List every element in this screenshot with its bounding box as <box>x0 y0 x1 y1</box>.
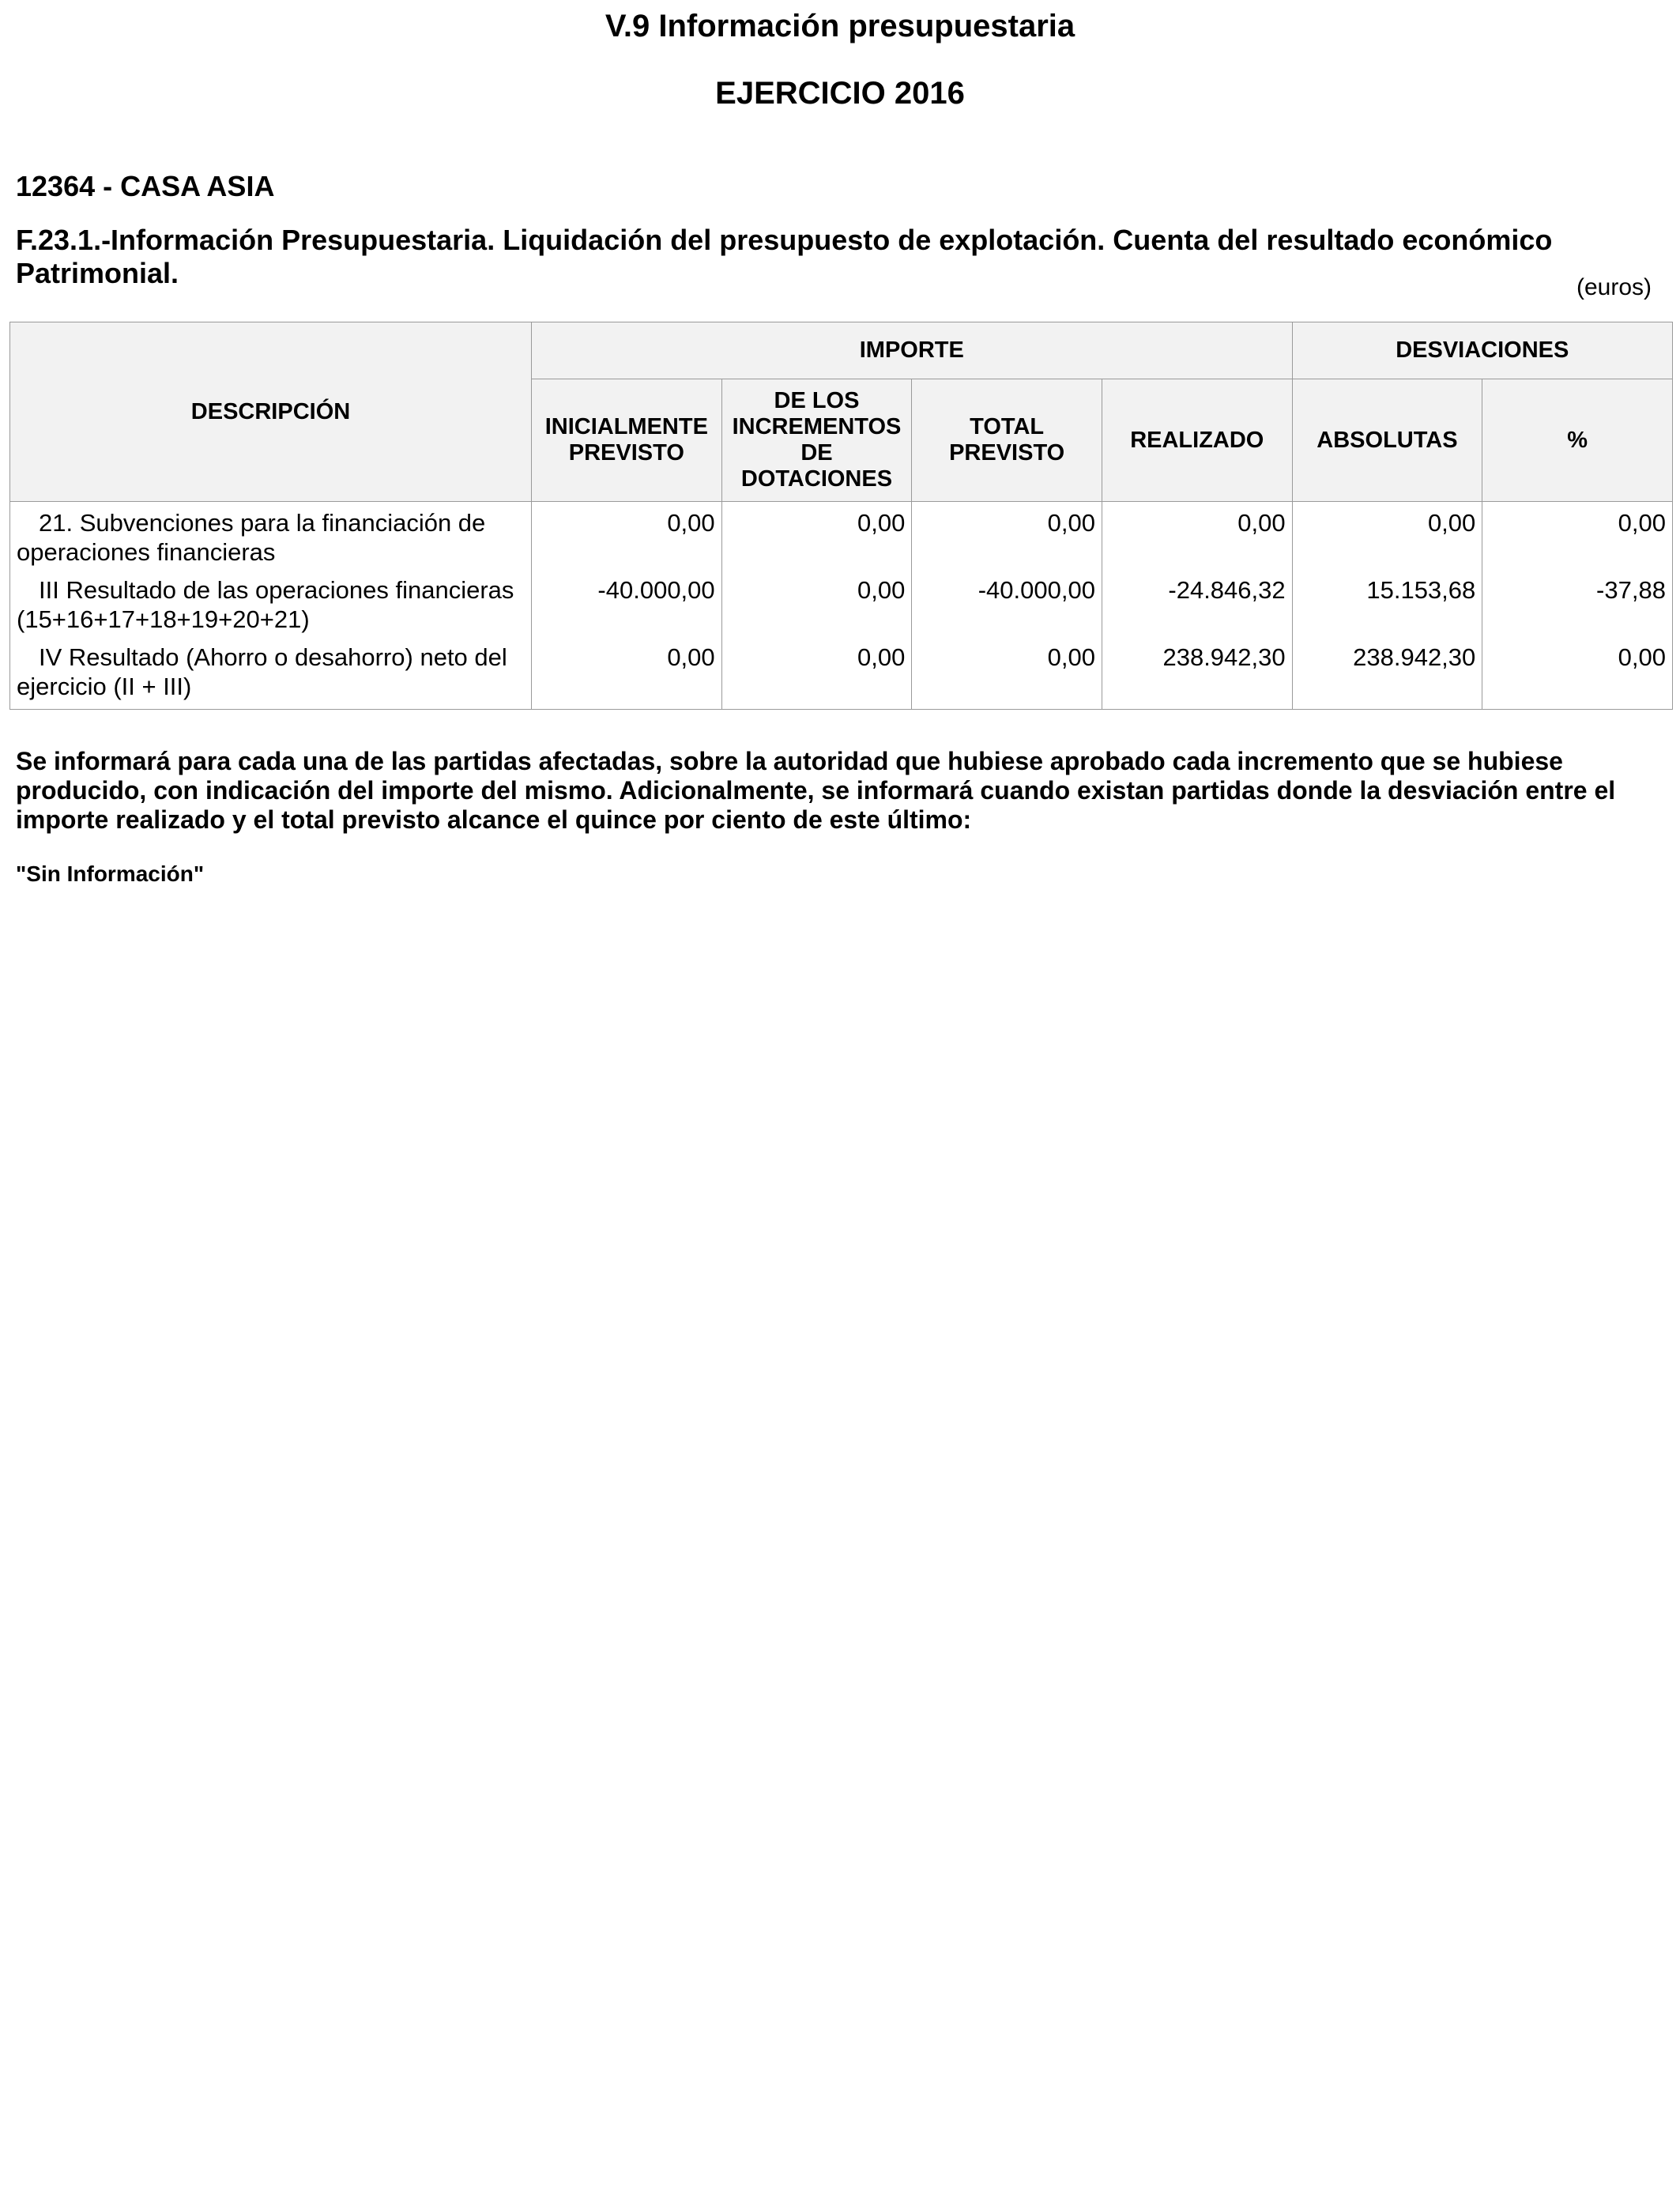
row-description: 21. Subvenciones para la financiación de operaciones financieras <box>10 502 532 569</box>
cell-absolutas: 0,00 <box>1292 502 1482 569</box>
budget-table <box>9 322 1673 710</box>
cell-total-previsto: 0,00 <box>912 636 1102 710</box>
cell-inicialmente-previsto: 0,00 <box>532 636 722 710</box>
cell-realizado: 0,00 <box>1102 502 1292 569</box>
cell-realizado: -24.846,32 <box>1102 569 1292 636</box>
column-header-realizado: REALIZADO <box>1102 379 1292 502</box>
column-header-absolutas: ABSOLUTAS <box>1292 379 1482 502</box>
cell-incrementos: 0,00 <box>721 502 912 569</box>
page-title: V.9 Información presupuestaria <box>605 9 1075 43</box>
explanatory-note: Se informará para cada una de las partidas afectadas, sobre la autoridad que hubiese aprobado cada incremento que se hubiese producido, con indicación del importe del mismo. Adicionalmente, se informará cuando existan partidas donde la desviación entre el importe realizado y el total previsto alcance el quince por ciento de este último: <box>16 747 1616 834</box>
no-information-text: "Sin Información" <box>16 861 205 886</box>
cell-absolutas: 15.153,68 <box>1292 569 1482 636</box>
cell-inicialmente-previsto: 0,00 <box>532 502 722 569</box>
section-title: F.23.1.-Información Presupuestaria. Liquidación del presupuesto de explotación. Cuenta del resultado económico Patrimonial. <box>16 224 1553 289</box>
table-row <box>10 502 1673 569</box>
cell-porcentaje: 0,00 <box>1482 636 1673 710</box>
cell-porcentaje: 0,00 <box>1482 502 1673 569</box>
group-header-importe: IMPORTE <box>532 322 1293 379</box>
table-body <box>10 502 1673 710</box>
cell-total-previsto: 0,00 <box>912 502 1102 569</box>
column-header-incrementos: DE LOS INCREMENTOS DE DOTACIONES <box>721 379 912 502</box>
column-header-descripcion: DESCRIPCIÓN <box>10 322 532 502</box>
units-label: (euros) <box>1576 274 1652 300</box>
cell-total-previsto: -40.000,00 <box>912 569 1102 636</box>
entity-name: 12364 - CASA ASIA <box>16 170 275 202</box>
table-row <box>10 569 1673 636</box>
fiscal-year-title: EJERCICIO 2016 <box>715 76 965 111</box>
column-header-total-previsto: TOTAL PREVISTO <box>912 379 1102 502</box>
row-description: III Resultado de las operaciones financieras (15+16+17+18+19+20+21) <box>10 569 532 636</box>
table-header <box>10 322 1673 502</box>
cell-realizado: 238.942,30 <box>1102 636 1292 710</box>
row-description: IV Resultado (Ahorro o desahorro) neto del ejercicio (II + III) <box>10 636 532 710</box>
column-header-porcentaje: % <box>1482 379 1673 502</box>
table-row <box>10 636 1673 710</box>
cell-absolutas: 238.942,30 <box>1292 636 1482 710</box>
cell-incrementos: 0,00 <box>721 569 912 636</box>
cell-porcentaje: -37,88 <box>1482 569 1673 636</box>
cell-inicialmente-previsto: -40.000,00 <box>532 569 722 636</box>
group-header-desviaciones: DESVIACIONES <box>1292 322 1672 379</box>
column-header-inicialmente-previsto: INICIALMENTE PREVISTO <box>532 379 722 502</box>
cell-incrementos: 0,00 <box>721 636 912 710</box>
